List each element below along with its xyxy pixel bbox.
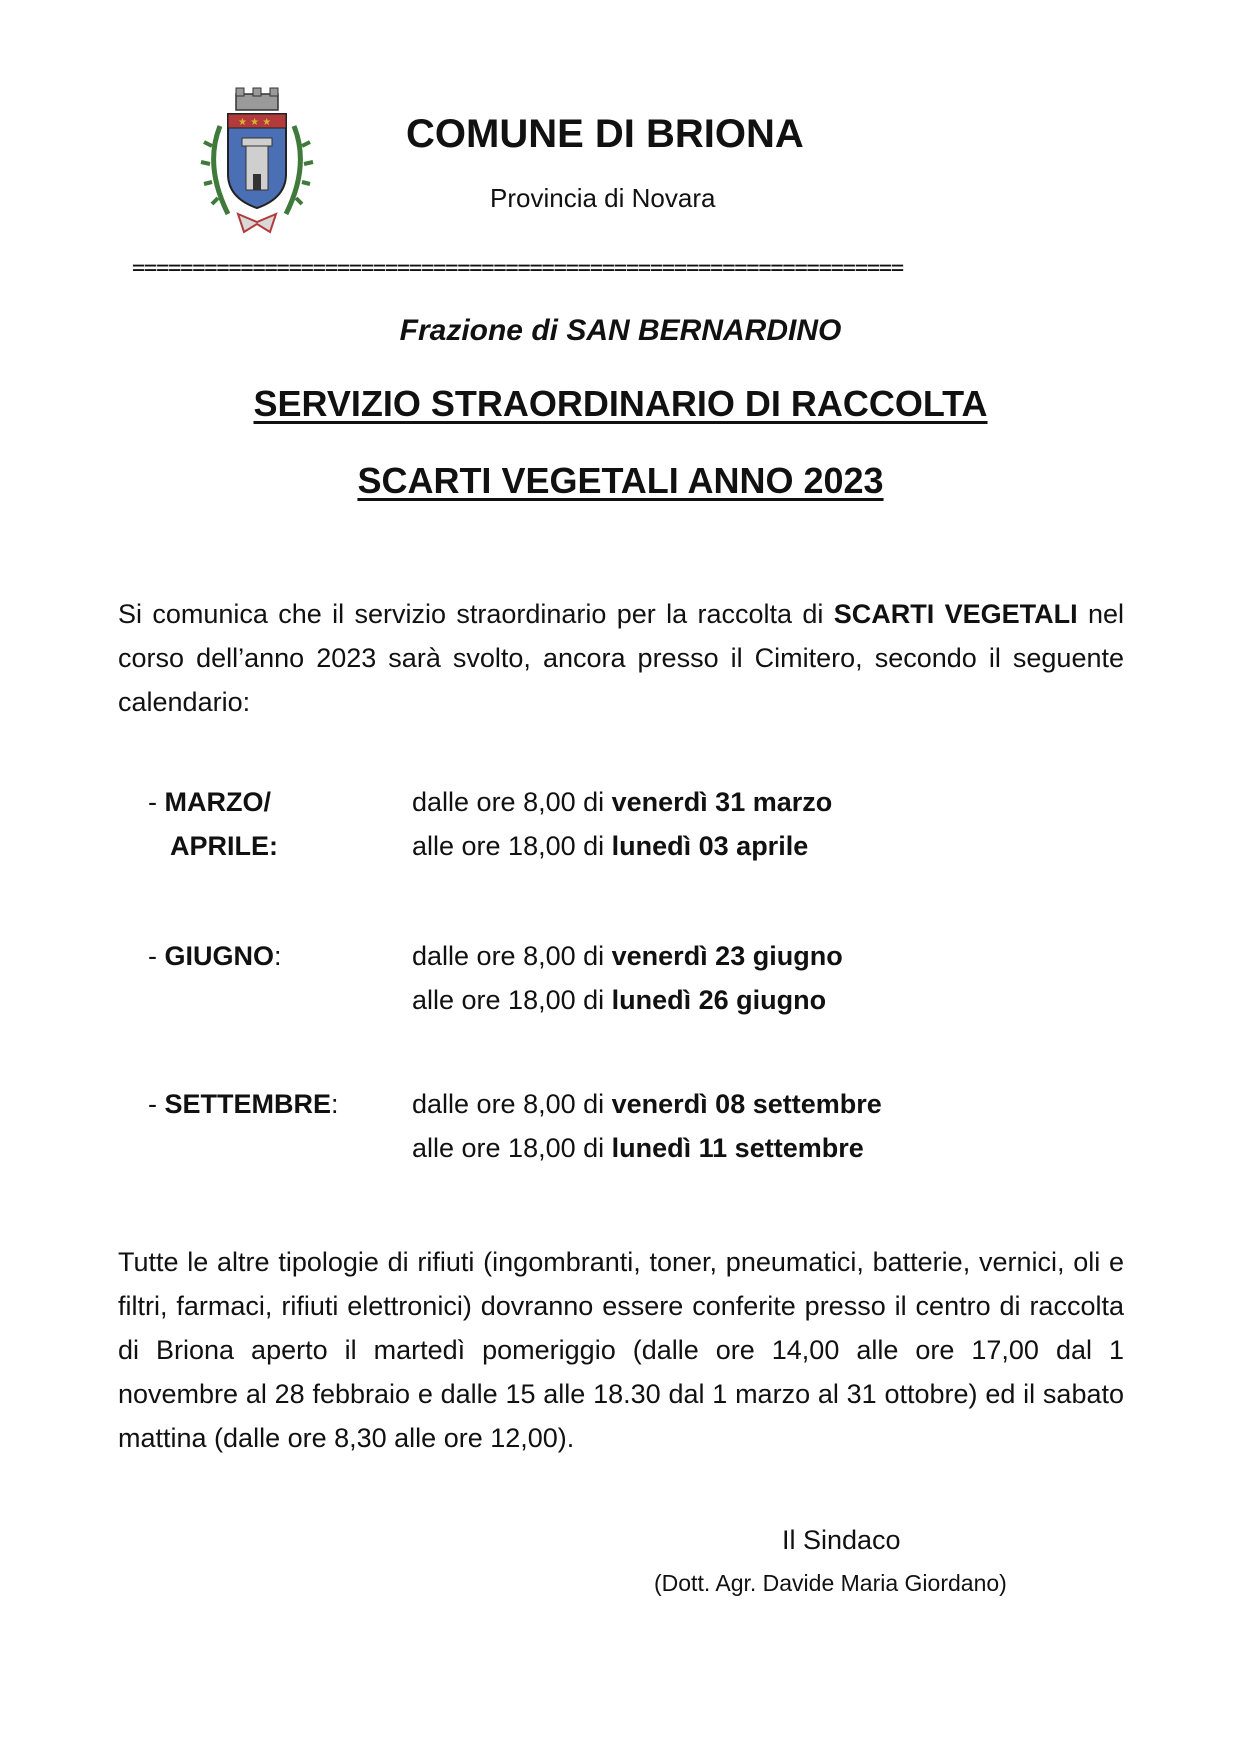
intro-text-part2: nel corso dell’anno 2023 sarà svolto, ancora presso il Cimitero, secondo il seguente calendario: (118, 599, 1124, 717)
intro-text-part1: Si comunica che il servizio straordinario per la raccolta di (118, 599, 834, 629)
calendar-dates-giugno (412, 934, 843, 1022)
calendar-to-prefix: alle ore 18,00 di (412, 985, 612, 1015)
calendar-label-month: SETTEMBRE (164, 1089, 332, 1119)
calendar-from-day: venerdì 08 settembre (611, 1089, 882, 1119)
calendar-label-settembre (148, 1082, 339, 1126)
comune-title: COMUNE DI BRIONA (406, 112, 804, 156)
calendar-to-day: lunedì 26 giugno (611, 985, 827, 1015)
provincia-subtitle: Provincia di Novara (490, 183, 716, 213)
notice-heading-line2: SCARTI VEGETALI ANNO 2023 (357, 460, 884, 501)
calendar-label-suffix: : (274, 941, 282, 971)
coat-of-arms-icon (198, 86, 316, 236)
calendar-label-month: MARZO/ (164, 787, 271, 817)
svg-text:★ ★ ★: ★ ★ ★ (238, 117, 272, 128)
calendar-from-prefix: dalle ore 8,00 di (412, 941, 612, 971)
signature-name: (Dott. Agr. Davide Maria Giordano) (654, 1570, 1007, 1596)
calendar-label-prefix: - (148, 1089, 165, 1119)
intro-text-bold: SCARTI VEGETALI (833, 599, 1078, 629)
intro-paragraph (118, 592, 1124, 724)
notice-heading-line1: SERVIZIO STRAORDINARIO DI RACCOLTA (253, 383, 988, 424)
frazione-heading: Frazione di SAN BERNARDINO (399, 314, 842, 347)
calendar-to-day: lunedì 11 settembre (611, 1133, 864, 1163)
other-waste-paragraph: Tutte le altre tipologie di rifiuti (ingombranti, toner, pneumatici, batterie, vernici, oli e filtri, farmaci, rifiuti elettronici) dovranno essere conferite presso il centro di raccolta di Briona aperto il martedì pomeriggio (dalle ore 14,00 alle ore 17,00 dal 1 novembre al 28 febbraio e dalle 15 alle 18.30 dal 1 marzo al 31 ottobre) ed il sabato mattina (dalle ore 8,30 alle ore 12,00). (118, 1247, 1124, 1453)
calendar-label-prefix: - (148, 787, 165, 817)
calendar-dates-marzo-aprile (412, 780, 832, 868)
calendar-to-prefix: alle ore 18,00 di (412, 831, 612, 861)
calendar-dates-settembre (412, 1082, 882, 1170)
calendar-label-prefix: - (148, 941, 165, 971)
calendar-from-prefix: dalle ore 8,00 di (412, 787, 612, 817)
calendar-label-suffix: : (331, 1089, 339, 1119)
calendar-to-day: lunedì 03 aprile (611, 831, 809, 861)
calendar-to-prefix: alle ore 18,00 di (412, 1133, 612, 1163)
divider-line: ================================================================ (132, 256, 903, 281)
calendar-from-day: venerdì 23 giugno (611, 941, 843, 971)
calendar-label-marzo-aprile (148, 780, 278, 868)
calendar-from-prefix: dalle ore 8,00 di (412, 1089, 612, 1119)
calendar-label-giugno (148, 934, 282, 978)
calendar-from-day: venerdì 31 marzo (611, 787, 833, 817)
calendar-label-month-line2: APRILE: (170, 831, 278, 861)
signature-title: Il Sindaco (782, 1525, 901, 1555)
calendar-label-month: GIUGNO (164, 941, 275, 971)
